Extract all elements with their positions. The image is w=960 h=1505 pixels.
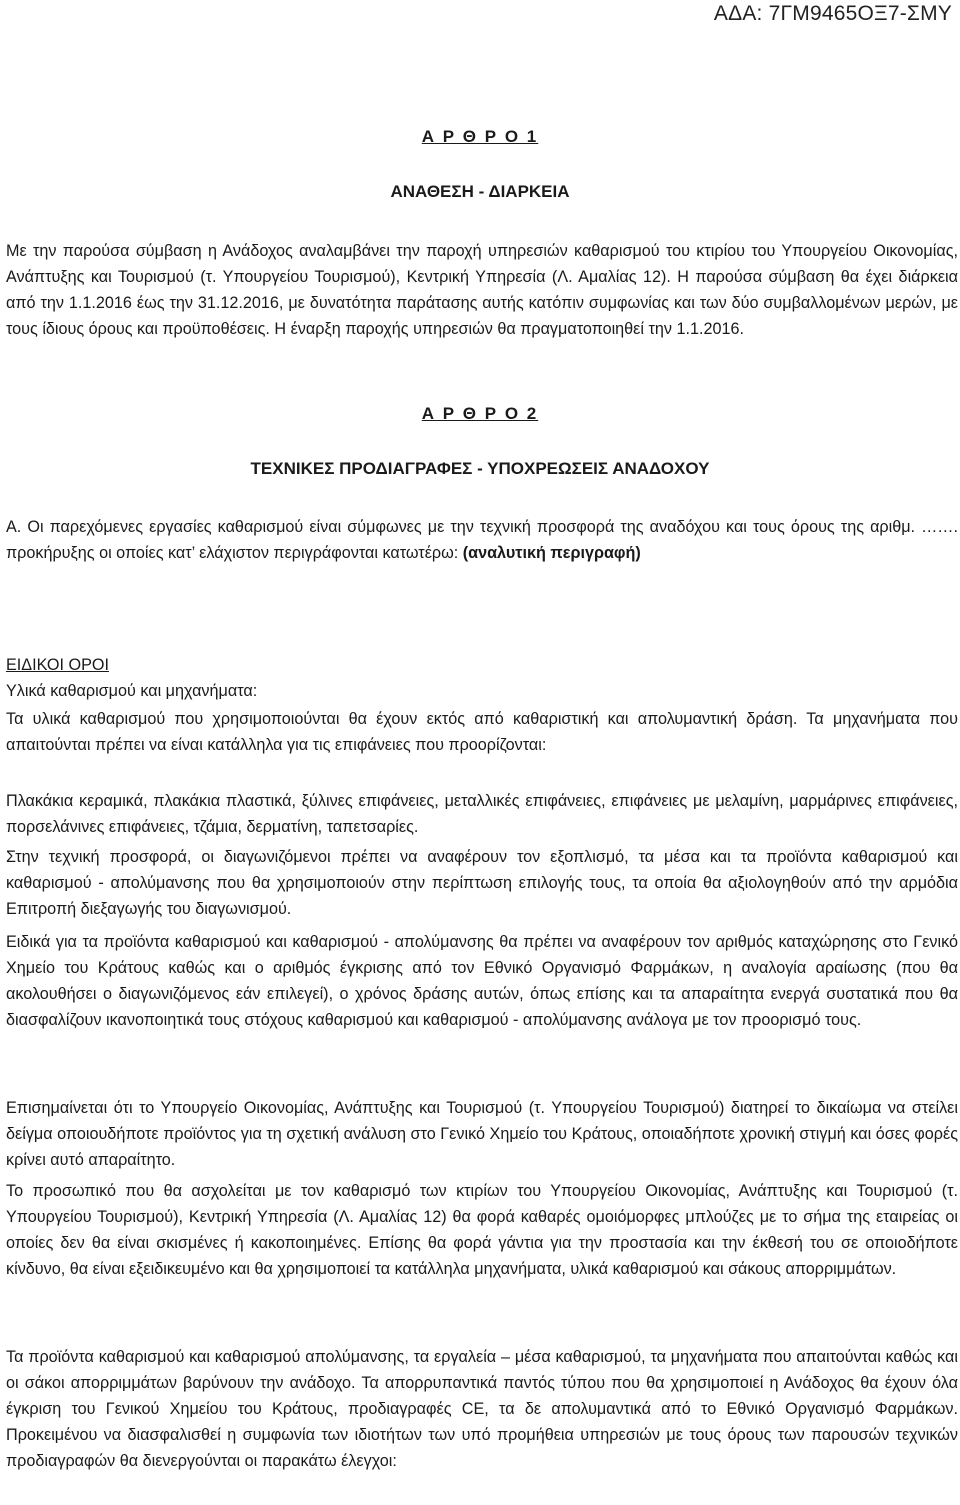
article-2-intro — [6, 514, 958, 566]
special-terms-p1: Τα υλικά καθαρισμού που χρησιμοποιούνται θα έχουν εκτός από καθαριστική και απολυμαντική δράση. Τα μηχανήματα που απαιτούνται πρέπει να είναι κατάλληλα για τις επιφάνειες που προορίζονται: — [6, 710, 958, 754]
materials-heading: Υλικά καθαρισμού και μηχανήματα: — [6, 682, 258, 700]
special-terms-p5: Επισημαίνεται ότι το Υπουργείο Οικονομίας, Ανάπτυξης και Τουρισμού (τ. Υπουργείου Τουρισμού) διατηρεί το δικαίωμα να στείλει δείγμα οποιουδήποτε προϊόντος για τη σχετική ανάλυση στο Γενικό Χημείο του Κράτους, οποιαδήποτε χρονική στιγμή και όσες φορές κρίνει αυτό απαραίτητο. — [6, 1099, 958, 1169]
special-terms-p3: Στην τεχνική προσφορά, οι διαγωνιζόμενοι πρέπει να αναφέρουν τον εξοπλισμό, τα μέσα και τα προϊόντα καθαρισμού και καθαρισμού - απολύμανσης που θα χρησιμοποιούν στην περίπτωση επιλογής τους, τα οποία θα αξιολογηθούν από την αρμόδια Επιτροπή διεξαγωγής του διαγωνισμού. — [6, 848, 958, 918]
special-terms-p4: Ειδικά για τα προϊόντα καθαρισμού και καθαρισμού - απολύμανσης θα πρέπει να αναφέρουν τον αριθμός καταχώρησης στο Γενικό Χημείο του Κράτους καθώς και ο αριθμός έγκρισης από τον Εθνικό Οργανισμό Φαρμάκων, η αναλογία αραίωσης (που θα ακολουθήσει ο διαγωνιζόμενος εάν επιλεγεί), ο χρόνος δράσης αυτών, όπως επίσης και τα απαραίτητα ενεργά συστατικά που θα διασφαλίζουν ικανοποιητικά τους στόχους καθαρισμού και καθαρισμού - απολύμανσης ανάλογα με τον προορισμό τους. — [6, 933, 958, 1029]
article-2-label: Α Ρ Θ Ρ Ο 2 — [421, 404, 539, 423]
article-1-label: Α Ρ Θ Ρ Ο 1 — [421, 127, 539, 146]
article-2-title: ΤΕΧΝΙΚΕΣ ΠΡΟΔΙΑΓΡΑΦΕΣ - ΥΠΟΧΡΕΩΣΕΙΣ ΑΝΑΔΟΧΟΥ — [250, 459, 710, 478]
special-terms-p6: Το προσωπικό που θα ασχολείται με τον καθαρισμό των κτιρίων του Υπουργείου Οικονομίας, Ανάπτυξης και Τουρισμού (τ. Υπουργείου Τουρισμού), Κεντρική Υπηρεσία (Λ. Αμαλίας 12) θα φορά καθαρές ομοιόμορφες μπλούζες με το σήμα της εταιρείας οι οποίες δεν θα είναι σκισμένες ή κακοποιημένες. Επίσης θα φορά γάντια για την προστασία και την έκθεσή του σε οποιοδήποτε κίνδυνο, θα είναι εξειδικευμένο και θα χρησιμοποιεί τα κατάλληλα μηχανήματα, υλικά καθαρισμού και σάκους απορριμμάτων. — [6, 1182, 958, 1278]
special-terms-p2: Πλακάκια κεραμικά, πλακάκια πλαστικά, ξύλινες επιφάνειες, μεταλλικές επιφάνειες, επιφάνειες με μελαμίνη, μαρμάρινες επιφάνειες, πορσελάνινες επιφάνειες, τζάμια, δερματίνη, ταπετσαρίες. — [6, 792, 958, 836]
article-2-intro-text: Α. Οι παρεχόμενες εργασίες καθαρισμού είναι σύμφωνες με την τεχνική προσφορά της αναδόχου και τους όρους της αριθμ. ……. προκήρυξης οι οποίες κατ’ ελάχιστον περιγράφονται κατωτέρω: — [6, 518, 958, 562]
article-1-text: Με την παρούσα σύμβαση η Ανάδοχος αναλαμβάνει την παροχή υπηρεσιών καθαρισμού του κτιρίου του Υπουργείου Οικονομίας, Ανάπτυξης και Τουρισμού (τ. Υπουργείου Τουρισμού), Κεντρική Υπηρεσία (Λ. Αμαλίας 12). Η παρούσα σύμβαση θα έχει διάρκεια από την 1.1.2016 έως την 31.12.2016, με δυνατότητα παράτασης αυτής κατόπιν συμφωνίας και των δύο συμβαλλομένων μερών, με τους ίδιους όρους και προϋποθέσεις. Η έναρξη παροχής υπηρεσιών θα πραγματοποιηθεί την 1.1.2016. — [6, 242, 958, 338]
special-terms-heading: ΕΙΔΙΚΟΙ ΟΡΟΙ — [6, 656, 109, 674]
special-terms-p7: Τα προϊόντα καθαρισμού και καθαρισμού απολύμανσης, τα εργαλεία – μέσα καθαρισμού, τα μηχανήματα που απαιτούνται καθώς και οι σάκοι απορριμμάτων βαρύνουν την ανάδοχο. Τα απορρυπαντικά παντός τύπου που θα χρησιμοποιεί η Ανάδοχος θα έχουν όλα έγκριση του Γενικού Χημείου του Κράτους, προδιαγραφές CE, τα δε απολυμαντικά από το Εθνικό Οργανισμό Φαρμάκων. Προκειμένου να διασφαλισθεί η συμφωνία των ιδιοτήτων των υπό προμήθεια υπηρεσιών με τους όρους των παρουσών τεχνικών προδιαγραφών θα διενεργούνται οι παρακάτω έλεγχοι: — [6, 1348, 958, 1470]
ada-code: ΑΔΑ: 7ΓΜ9465ΟΞ7-ΣΜΥ — [713, 2, 952, 25]
article-1-title: ΑΝΑΘΕΣΗ - ΔΙΑΡΚΕΙΑ — [390, 182, 570, 201]
article-2-intro-bold: (αναλυτική περιγραφή) — [462, 544, 641, 562]
